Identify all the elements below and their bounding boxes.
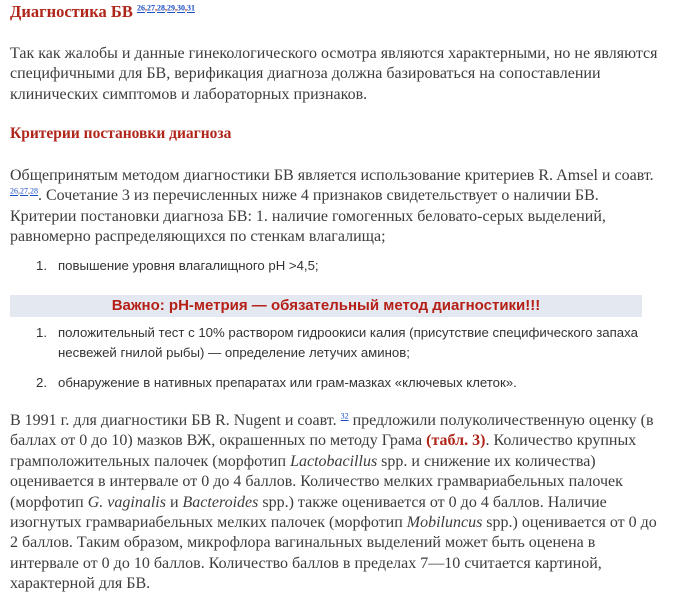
intro-paragraph: Так как жалобы и данные гинекологического осмотра являются характерными, но не являются специфичными для БВ, верификация диагноза должна базироваться на сопоставлении клинических симптомов и лабораторных признаков. <box>10 45 658 103</box>
list-item-text: обнаружение в нативных препаратах или грам-мазках «ключевых клеток». <box>58 375 517 390</box>
section-heading-criteria: Критерии постановки диагноза <box>10 125 232 142</box>
criteria-paragraph <box>10 166 660 248</box>
ref-link-27[interactable]: 27 <box>146 3 155 13</box>
species-name: G. vaginalis <box>87 493 166 511</box>
ref-link-28[interactable]: 28 <box>156 3 165 13</box>
nugent-text: В 1991 г. для диагностики БВ R. Nugent и соавт. <box>10 412 341 429</box>
list-item <box>36 256 656 276</box>
list-item-number: 2. <box>36 375 47 390</box>
heading-text: Диагностика БВ <box>10 2 137 21</box>
ref-link-28[interactable]: 28 <box>30 187 38 197</box>
ref-link-30[interactable]: 30 <box>176 3 185 13</box>
ref-link-29[interactable]: 29 <box>166 3 175 13</box>
species-name: Lactobacillus <box>290 452 378 470</box>
nugent-text: . Количество крупных грамположительных палочек (морфотип <box>10 432 637 470</box>
list-item <box>36 373 656 393</box>
ref-link-27[interactable]: 27 <box>20 187 28 197</box>
species-name: Mobiluncus <box>406 514 483 532</box>
nugent-text: spp.) также оценивается от 0 до 4 баллов. Наличие изогнутых грамвариабельных мелких палочек (морфотип <box>10 493 607 532</box>
criteria-list-1 <box>36 256 656 276</box>
section-heading-diagnostics <box>10 2 195 22</box>
nugent-text: spp. и снижение их количества) оценивается в интервале от 0 до 4 баллов. Количество мелких грамвариабельных палочек (морфотип <box>10 452 623 511</box>
nugent-text: и <box>165 493 183 511</box>
list-item-text: положительный тест с 10% раствором гидроокиси калия (присутствие специфического запаха несвежей гнилой рыбы) — определение летучих аминов; <box>58 325 638 360</box>
list-item-number: 1. <box>36 325 47 340</box>
criteria-text-after: . Сочетание 3 из перечисленных ниже 4 признаков свидетельствует о наличии БВ. Критерии постановки диагноза БВ: 1. наличие гомогенных беловато-серых выделений, равномерно распределяющихся по стенкам влагалища; <box>10 187 606 246</box>
nugent-paragraph <box>10 411 660 595</box>
nugent-reference <box>341 412 349 421</box>
list-item <box>36 323 656 363</box>
criteria-list-2 <box>36 323 656 393</box>
criteria-text-before: Общепринятым методом диагностики БВ является использование критериев R. Amsel и соавт. <box>10 167 654 184</box>
ref-link-26[interactable]: 26 <box>136 3 145 13</box>
ref-link-26[interactable]: 26 <box>10 187 18 197</box>
nugent-text: предложили полуколичественную оценку (в баллах от 0 до 10) мазков ВЖ, окрашенных по методу Грама <box>10 412 654 450</box>
nugent-text: spp.) оценивается от 0 до 2 баллов. Таким образом, микрофлора вагинальных выделений может быть оценена в интервале от 0 до 10 баллов. Количество баллов в пределах 7—10 считается картиной, характерной для БВ. <box>10 514 657 593</box>
ref-link-32[interactable]: 32 <box>340 411 349 421</box>
table-3-link[interactable]: (табл. 3) <box>426 432 486 450</box>
ref-link-31[interactable]: 31 <box>186 3 195 13</box>
species-name: Bacteroides <box>182 493 259 511</box>
criteria-reference-links: 26,27,28 <box>10 187 38 197</box>
list-item-number: 1. <box>36 258 47 273</box>
list-item-text: повышение уровня влагалищного pH >4,5; <box>58 258 319 273</box>
reference-links: 26,27,28,29,30,31 <box>136 3 195 13</box>
important-banner: Важно: pH-метрия — обязательный метод диагностики!!! <box>10 295 642 317</box>
